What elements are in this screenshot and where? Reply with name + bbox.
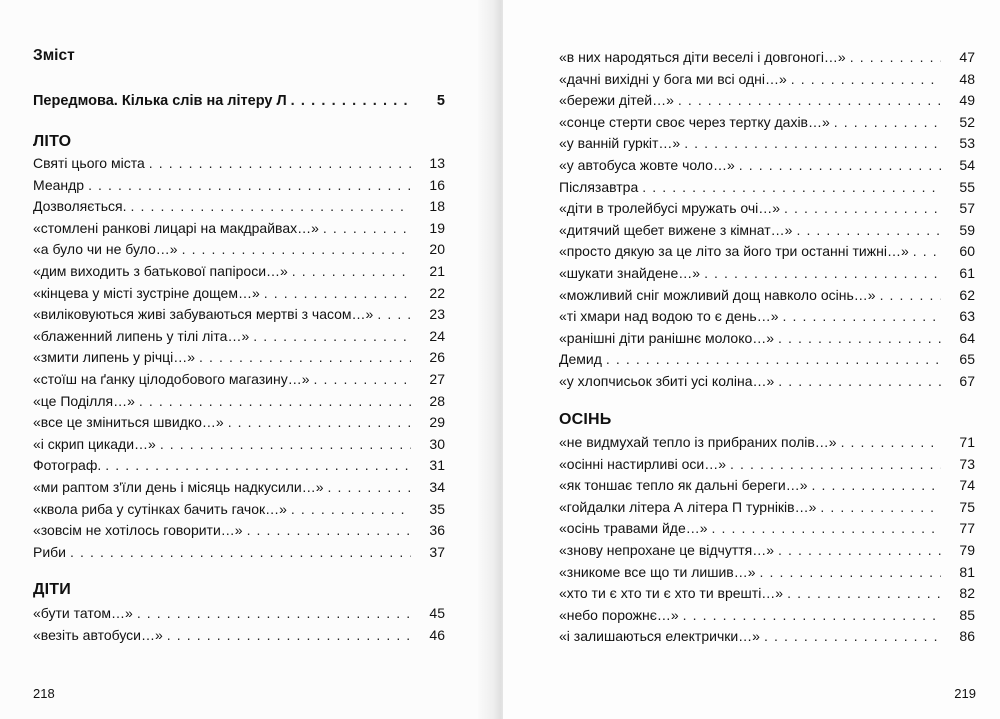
toc-entry [33,239,445,261]
dot-leader [791,69,941,91]
dot-leader [292,261,411,283]
entry-page-number: 18 [429,198,445,215]
entry-page-number: 21 [429,262,445,279]
entry-page-number: 59 [959,221,975,238]
entry-title: «у автобуса жовте чоло…» [559,156,735,173]
dot-leader [228,412,411,434]
dot-leader [199,347,411,369]
dot-leader [712,518,941,540]
toc-entry [33,391,445,413]
entry-title: «сонце стерти своє через тертку дахів…» [559,113,830,130]
dot-leader [160,434,411,456]
toc-entry [33,499,445,521]
entry-page-number: 34 [429,478,445,495]
dot-leader [841,432,941,454]
entry-title: «знову непрохане це відчуття…» [559,541,775,558]
entry-title: «стоїш на ґанку цілодобового магазину…» [33,370,310,387]
entry-page-number: 55 [959,178,975,195]
entry-title: «дим виходить з батькової папіроси…» [33,262,288,279]
entry-title: Риби [33,543,66,560]
toc-entry [559,371,975,393]
toc-entry [33,153,445,175]
entry-page-number: 74 [959,477,975,494]
toc-entry [559,454,975,476]
entry-title: «ранішні діти ранішнє молоко…» [559,329,775,346]
dot-leader [778,540,941,562]
dot-leader [139,391,411,413]
entry-page-number: 67 [959,372,975,389]
entry-title: Демид [559,351,602,368]
entry-title: «виліковуються живі забуваються мертві з часом…» [33,306,374,323]
entry-page-number: 26 [429,349,445,366]
toc-entry [559,263,975,285]
toc-entry [33,542,445,564]
entry-page-number: 22 [429,284,445,301]
toc-entry [33,434,445,456]
entry-page-number: 62 [959,286,975,303]
entry-page-number: 75 [959,498,975,515]
entry-page-number: 82 [959,585,975,602]
entry-page-number: 19 [429,219,445,236]
dot-leader [760,562,941,584]
toc-entry [33,412,445,434]
entry-title: «зникоме все що ти лишив…» [559,563,756,580]
entry-page-number: 71 [959,434,975,450]
entry-title: «ми раптом з'їли день і місяць надкусили…» [33,478,324,495]
dot-leader [850,47,941,69]
entry-page-number: 60 [959,243,975,260]
toc-entry [33,196,445,218]
toc-entry [559,112,975,134]
entry-page-number: 54 [959,156,975,173]
entry-title: «просто дякую за це літо за його три останні тижні…» [559,243,909,260]
dot-leader [137,603,411,625]
entry-title: Меандр [33,176,85,193]
dot-leader [264,283,411,305]
dot-leader [787,583,941,605]
entry-title: «змити липень у річці…» [33,349,196,366]
entry-page-number: 30 [429,435,445,452]
entry-title: «дачні вихідні у бога ми всі одні…» [559,70,787,87]
entry-page-number: 63 [959,308,975,325]
entry-page-number: 77 [959,520,975,537]
entry-title: «а було чи не було…» [33,241,178,258]
entry-page-number: 29 [429,414,445,431]
toc-entry [33,520,445,542]
dot-leader [834,112,941,134]
entry-page-number: 45 [429,605,445,621]
entry-page-number: 27 [429,370,445,387]
entry-title: «бережи дітей…» [559,92,674,109]
toc-entry [559,177,975,199]
dot-leader [783,306,941,328]
dot-leader [739,155,941,177]
entry-title: «небо порожнє…» [559,606,679,623]
dot-leader [678,90,941,112]
toc-list-autumn [559,432,975,648]
entry-page-number: 13 [429,155,445,171]
toc-entry [559,241,975,263]
section-heading-children: ДІТИ [33,581,71,598]
dot-leader [105,455,411,477]
entry-page-number: 81 [959,563,975,580]
toc-entry [33,304,445,326]
toc-entry [559,626,975,648]
toc-entry [33,283,445,305]
entry-title: «хто ти є хто ти є хто ти врешті…» [559,585,784,602]
entry-title: «блаженний липень у тілі літа…» [33,327,250,344]
entry-page-number: 64 [959,329,975,346]
dot-leader [328,477,412,499]
toc-entry [559,328,975,350]
entry-title: «ті хмари над водою то є день…» [559,308,779,325]
entry-page-number: 52 [959,113,975,130]
dot-leader [642,177,941,199]
dot-leader [880,285,941,307]
toc-entry [33,326,445,348]
toc-entry [559,285,975,307]
toc-entry [559,518,975,540]
dot-leader [70,542,411,564]
toc-entry [33,175,445,197]
dot-leader [764,626,941,648]
entry-page-number: 23 [429,306,445,323]
entry-title: Дозволяється. [33,198,127,215]
entry-title: Передмова. Кілька слів на літеру Л [33,93,287,109]
page-number-right: 219 [954,686,976,701]
entry-page-number: 85 [959,606,975,623]
toc-entry [559,133,975,155]
entry-title: «у хлопчисьок збиті усі коліна…» [559,372,775,389]
preface-entry [33,91,445,113]
dot-leader [149,153,411,175]
entry-page-number: 20 [429,241,445,258]
toc-entry [559,90,975,112]
toc-entry [559,220,975,242]
entry-page-number: 65 [959,351,975,368]
entry-page-number: 49 [959,92,975,109]
dot-leader [796,220,941,242]
right-page [503,0,1000,719]
entry-page-number: 24 [429,327,445,344]
dot-leader [253,326,411,348]
entry-title: Фотограф. [33,457,102,474]
entry-page-number: 5 [436,93,445,109]
entry-page-number: 16 [429,176,445,193]
toc-entry [559,562,975,584]
dot-leader [323,218,411,240]
toc-entry [559,540,975,562]
entry-title: Святі цього міста [33,155,145,171]
entry-title: «в них народяться діти веселі і довгоногі…» [559,49,846,65]
toc-entry [33,369,445,391]
entry-page-number: 46 [429,626,445,643]
entry-title: «бути татом…» [33,605,133,621]
entry-page-number: 37 [429,543,445,560]
dot-leader [812,475,941,497]
dot-leader [606,349,941,371]
entry-title: Післязавтра [559,178,639,195]
entry-page-number: 86 [959,628,975,645]
entry-page-number: 61 [959,264,975,281]
entry-title: «як тоншає тепло як дальні береги…» [559,477,808,494]
entry-title: «не видмухай тепло із прибраних полів…» [559,434,837,450]
toc-entry [33,477,445,499]
toc-entry [559,47,975,69]
toc-list-children [33,603,445,646]
toc-entry [559,69,975,91]
entry-title: «шукати знайдене…» [559,264,701,281]
toc-entry [559,583,975,605]
section-heading-autumn: ОСІНЬ [559,411,612,428]
dot-leader [377,304,411,326]
dot-leader [820,497,941,519]
entry-title: «і залишаються електрички…» [559,628,760,645]
entry-title: «це Поділля…» [33,392,135,409]
entry-page-number: 31 [429,457,445,474]
toc-entry [33,455,445,477]
page-number-left: 218 [33,686,55,701]
toc-entry [559,432,975,454]
toc-entry [559,475,975,497]
entry-title: «кінцева у місті зустріне дощем…» [33,284,260,301]
entry-page-number: 35 [429,500,445,517]
entry-title: «гойдалки літера А літера П турніків…» [559,498,817,515]
toc-entry [33,603,445,625]
dot-leader [784,198,941,220]
dot-leader [247,520,411,542]
entry-title: «дитячий щебет вижене з кімнат…» [559,221,793,238]
dot-leader [291,499,411,521]
toc-entry [33,91,445,113]
dot-leader [131,196,411,218]
entry-page-number: 47 [959,49,975,65]
toc-entry [559,155,975,177]
toc-entry [33,347,445,369]
section-heading-summer: ЛІТО [33,133,72,150]
toc-entry [33,625,445,647]
entry-title: «і скрип цикади…» [33,435,156,452]
entry-page-number: 48 [959,70,975,87]
entry-title: «зовсім не хотілось говорити…» [33,522,243,539]
entry-page-number: 57 [959,200,975,217]
toc-list-summer [33,153,445,563]
entry-title: «везіть автобуси…» [33,626,163,643]
toc-entry [33,218,445,240]
toc-entry [559,497,975,519]
dot-leader [88,175,411,197]
dot-leader [684,133,941,155]
toc-entry [559,605,975,627]
entry-page-number: 36 [429,522,445,539]
dot-leader [683,605,941,627]
toc-list-children-continued [559,47,975,393]
dot-leader [291,91,411,113]
toc-entry [559,306,975,328]
entry-title: «стомлені ранкові лицарі на макдрайвах…» [33,219,319,236]
entry-title: «у ванній гуркіт…» [559,135,681,152]
toc-entry [559,349,975,371]
toc-entry [33,261,445,283]
entry-title: «діти в тролейбусі мружать очі…» [559,200,781,217]
entry-page-number: 53 [959,135,975,152]
dot-leader [730,454,941,476]
left-page [0,0,497,719]
entry-title: «можливий сніг можливий дощ навколо осінь…» [559,286,876,303]
dot-leader [778,371,941,393]
entry-title: «осінні настирливі оси…» [559,455,727,472]
entry-page-number: 79 [959,541,975,558]
dot-leader [314,369,411,391]
dot-leader [778,328,941,350]
dot-leader [704,263,941,285]
dot-leader [167,625,411,647]
contents-title: Зміст [33,47,75,64]
dot-leader [182,239,411,261]
dot-leader [913,241,941,263]
toc-entry [559,198,975,220]
entry-page-number: 73 [959,455,975,472]
entry-title: «квола риба у сутінках бачить гачок…» [33,500,287,517]
entry-title: «все це зміниться швидко…» [33,414,224,431]
entry-title: «осінь травами йде…» [559,520,708,537]
entry-page-number: 28 [429,392,445,409]
